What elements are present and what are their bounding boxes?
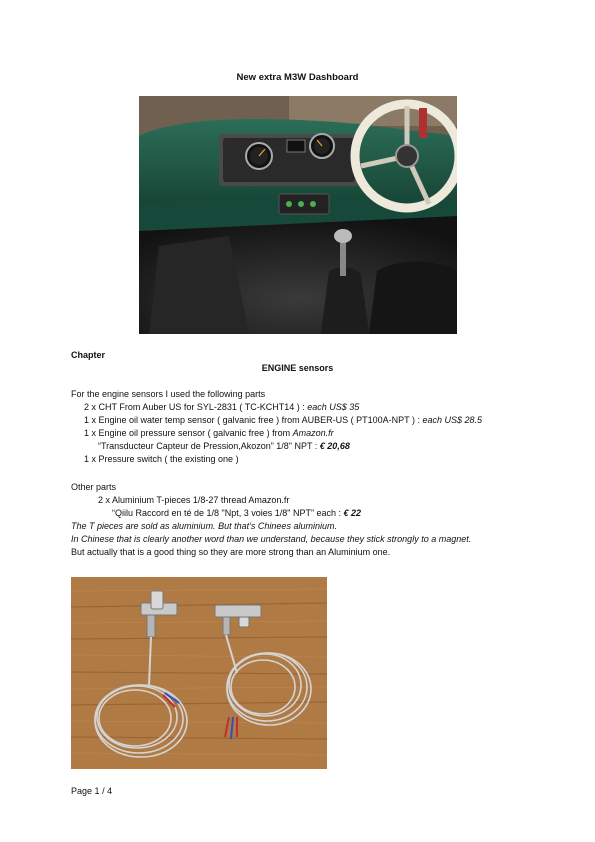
note-line: But actually that is a good thing so they are more strong than an Aluminium one. xyxy=(71,547,391,557)
page-label: Page xyxy=(71,786,93,796)
intro-text: For the engine sensors I used the following parts xyxy=(71,389,266,399)
part-item xyxy=(84,428,334,439)
other-part-price: € 22 xyxy=(343,508,362,518)
part-text: 1 x Pressure switch ( the existing one ) xyxy=(84,454,239,464)
other-part-item xyxy=(112,508,361,519)
part-source: Amazon.fr xyxy=(292,428,334,438)
part-item xyxy=(98,441,350,452)
other-part-text: “Qiilu Raccord en té de 1/8 "Npt, 3 voies 1/8" NPT” each : xyxy=(112,508,344,518)
part-item xyxy=(84,454,239,465)
part-text: 2 x CHT From Auber US for SYL-2831 ( TC-KCHT14 ) : xyxy=(84,402,308,412)
part-price: € 20,68 xyxy=(319,441,350,451)
part-text: 1 x Engine oil pressure sensor ( galvanic free ) from xyxy=(84,428,293,438)
page-separator: / xyxy=(102,786,105,796)
t-pieces-photo xyxy=(71,577,327,769)
t-pieces-illustration xyxy=(71,577,327,769)
other-part-text: 2 x Aluminium T-pieces 1/8-27 thread Amazon.fr xyxy=(98,495,290,505)
other-part-item xyxy=(98,495,289,506)
part-item xyxy=(84,415,482,426)
section-title: ENGINE sensors xyxy=(261,363,334,373)
other-parts-label: Other parts xyxy=(71,482,117,492)
note-line: The T pieces are sold as aluminium. But that’s Chinees aluminium. xyxy=(71,521,337,531)
dashboard-photo xyxy=(139,96,457,334)
note-line: In Chinese that is clearly another word than we understand, because they stick strongly to a magnet. xyxy=(71,534,472,544)
part-price: each US$ 35 xyxy=(307,402,360,412)
chapter-label: Chapter xyxy=(71,350,106,360)
dashboard-illustration xyxy=(139,96,457,334)
part-text: “Transducteur Capteur de Pression,Akozon” 1/8" NPT : xyxy=(98,441,320,451)
page-current: 1 xyxy=(94,786,100,796)
part-price: each US$ 28.5 xyxy=(422,415,483,425)
part-text: 1 x Engine oil water temp sensor ( galvanic free ) from AUBER-US ( PT100A-NPT ) : xyxy=(84,415,423,425)
part-item xyxy=(84,402,359,413)
page-number xyxy=(71,786,112,796)
page-total: 4 xyxy=(107,786,113,796)
document-title: New extra M3W Dashboard xyxy=(236,72,359,83)
